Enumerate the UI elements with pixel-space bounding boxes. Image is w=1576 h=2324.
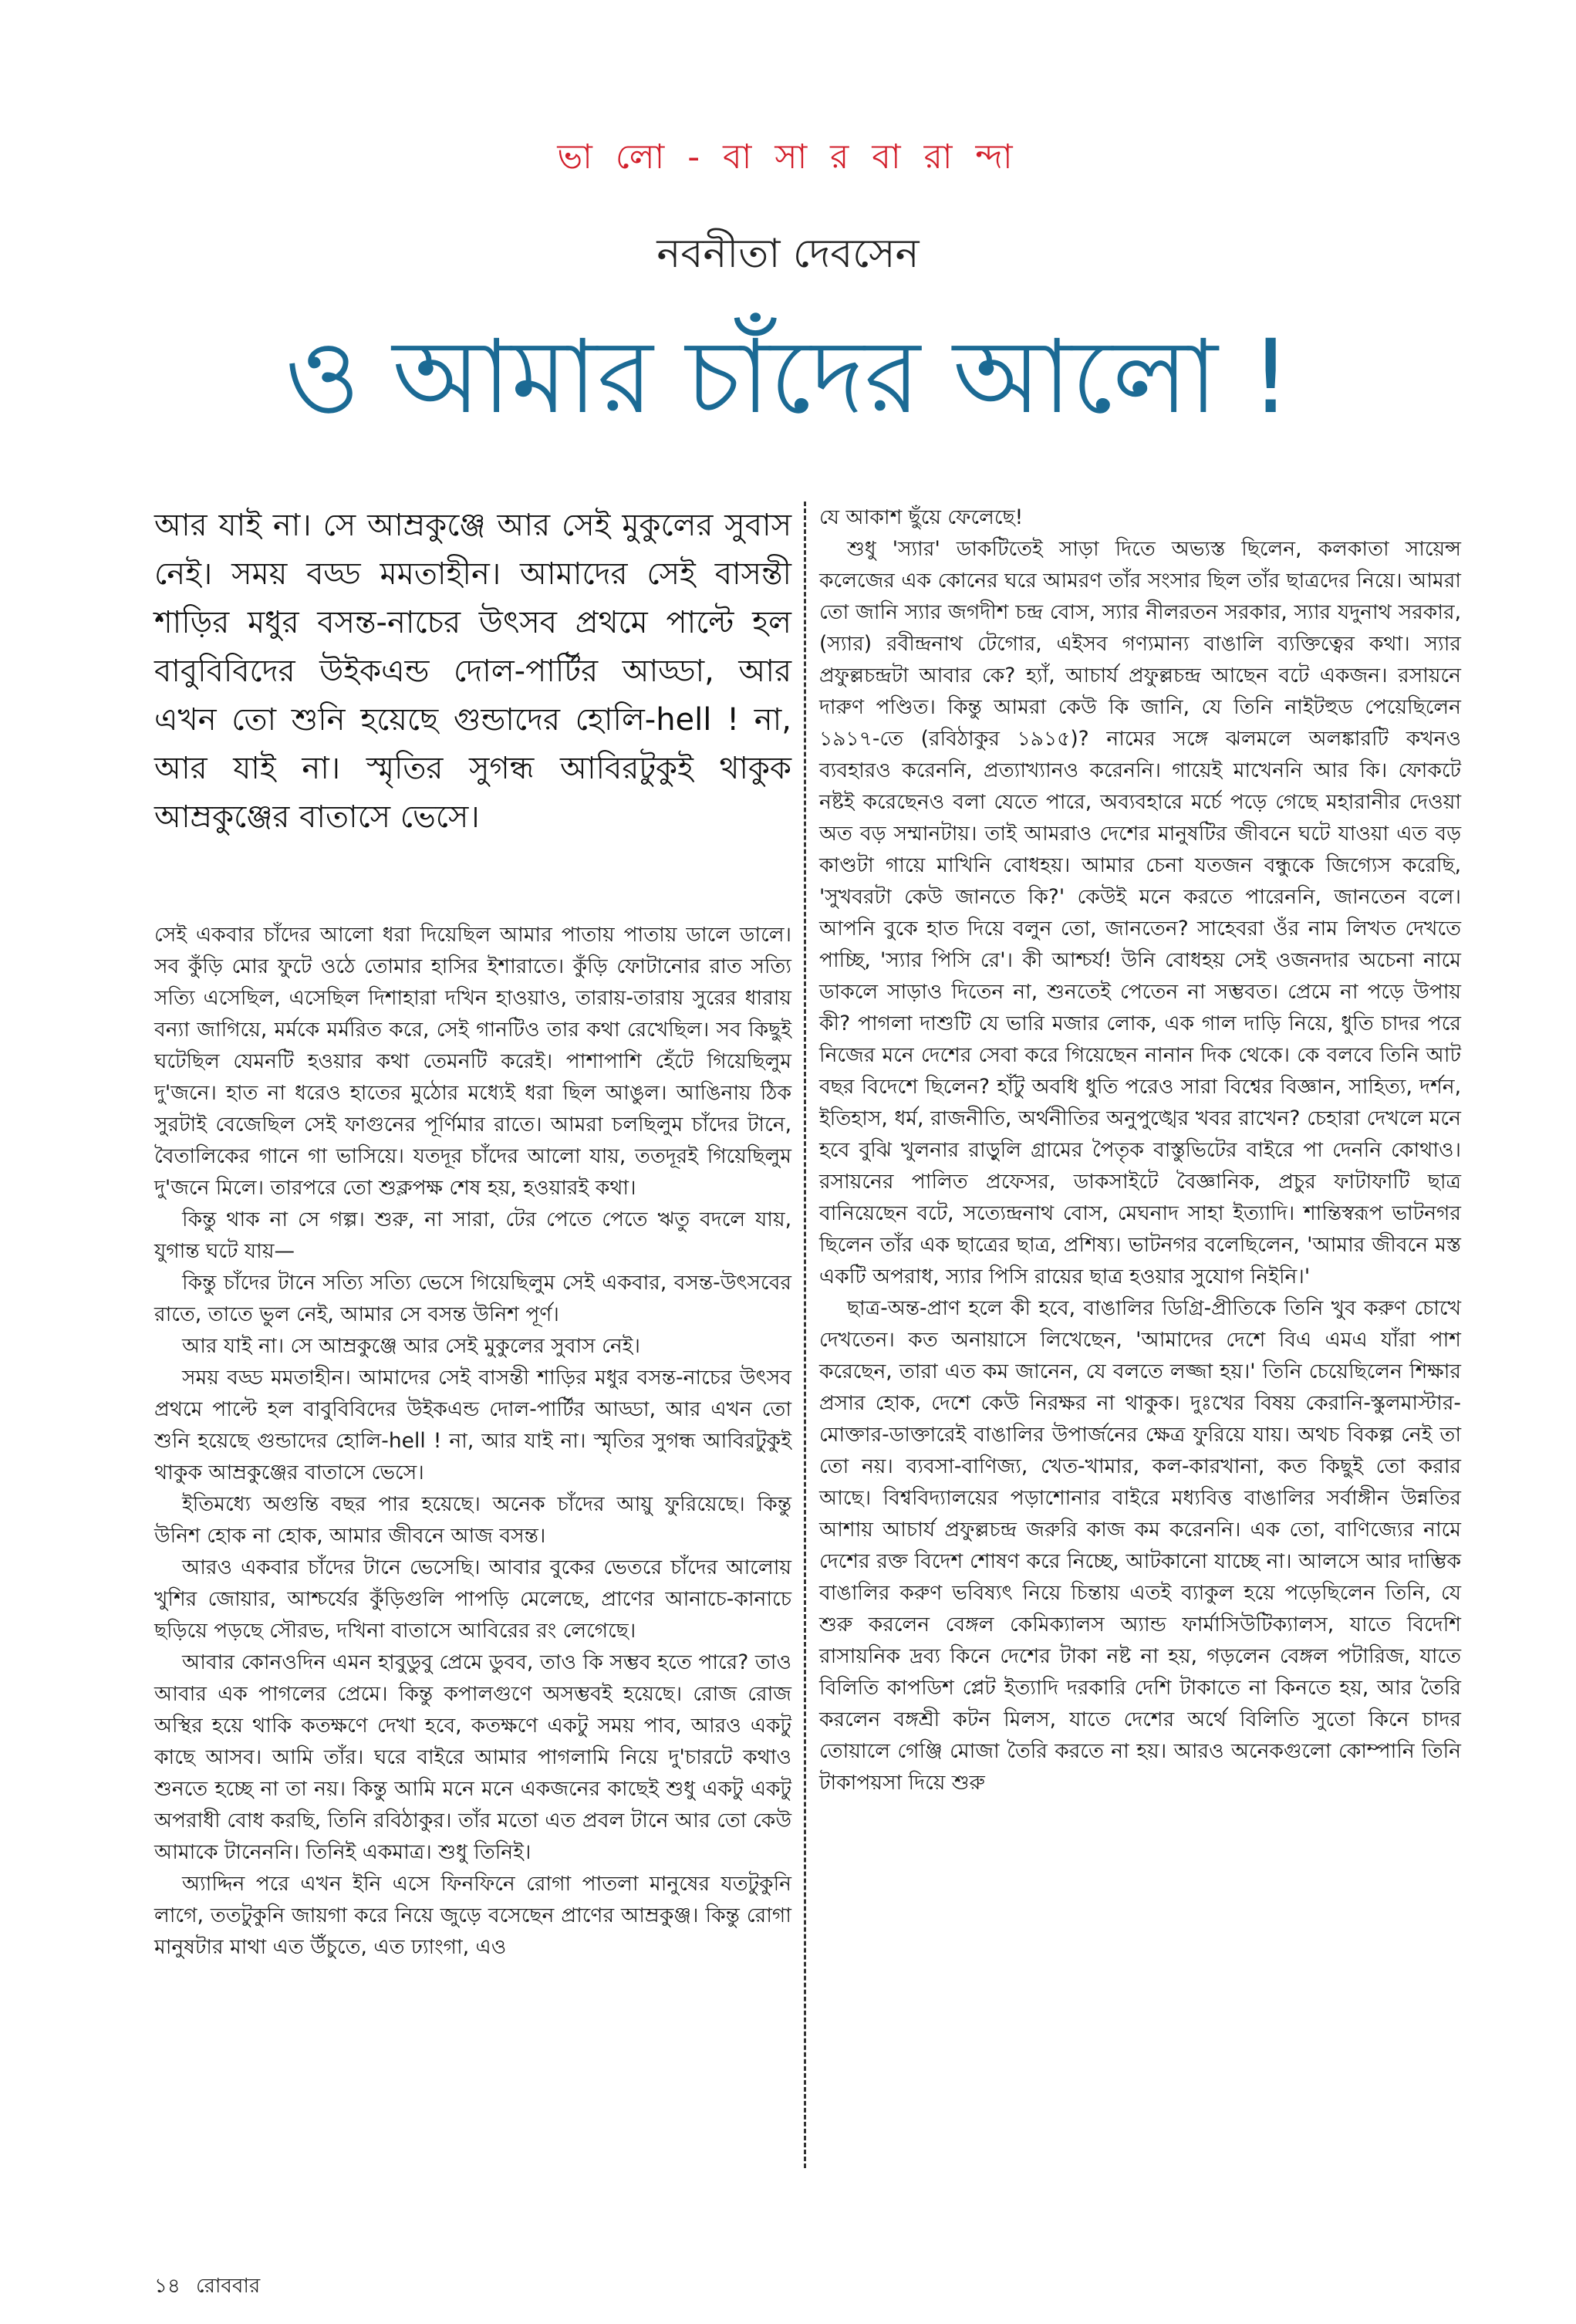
right-column xyxy=(819,502,1461,1799)
body-paragraph: ইতিমধ্যে অগুন্তি বছর পার হয়েছে। অনেক চাঁদের আয়ু ফুরিয়েছে। কিন্তু উনিশ হোক না হোক, আমার জীবনে আজ বসন্ত। xyxy=(154,1492,791,1548)
body-paragraph: ছাত্র-অন্ত-প্রাণ হলে কী হবে, বাঙালির ডিগ্রি-প্রীতিকে তিনি খুব করুণ চোখে দেখতেন। কত অনায়াসে লিখেছেন, 'আমাদের দেশে বিএ এমএ যাঁরা পাশ করেছেন, তারা এত কম জানেন, যে বলতে লজ্জা হয়।' তিনি চেয়েছিলেন শিক্ষার প্রসার হোক, দেশে কেউ নিরক্ষর না থাকুক। দুঃখের বিষয় কেরানি-স্কুলমাস্টার-মোক্তার-ডাক্তারেই বাঙালির উপার্জনের ক্ষেত্র ফুরিয়ে যায়। অথচ বিকল্প নেই তা তো নয়। ব্যবসা-বাণিজ্য, খেত-খামার, কল-কারখানা, কত কিছুই তো করার আছে। বিশ্ববিদ্যালয়ের পড়াশোনার বাইরে মধ্যবিত্ত বাঙালির সর্বাঙ্গীন উন্নতির আশায় আচার্য প্রফুল্লচন্দ্র জরুরি কাজ কম করেননি। এক তো, বাণিজ্যের নামে দেশের রক্ত বিদেশ শোষণ করে নিচ্ছে, আটকানো যাচ্ছে না। আলসে আর দাম্ভিক বাঙালির করুণ ভবিষ্যৎ নিয়ে চিন্তায় এতই ব্যাকুল হয়ে পড়েছিলেন তিনি, যে শুরু করলেন বেঙ্গল কেমিক্যালস অ্যান্ড ফার্মাসিউটিক্যালস, যাতে বিদেশি রাসায়নিক দ্রব্য কিনে দেশের টাকা নষ্ট না হয়, গড়লেন বেঙ্গল পটারিজ, যাতে বিলিতি কাপডিশ প্লেট ইত্যাদি দরকারি দেশি টাকাতে না কিনতে হয়, আর তৈরি করলেন বঙ্গশ্রী কটন মিলস, যাতে দেশের অর্থে বিলিতি সুতো কিনে চাদর তোয়ালে গেঞ্জি মোজা তৈরি করতে না হয়। আরও অনেকগুলো কোম্পানি তিনি টাকাপয়সা দিয়ে শুরু xyxy=(819,1296,1461,1795)
body-paragraph: শুধু 'স্যার' ডাকটিতেই সাড়া দিতে অভ্যস্ত ছিলেন, কলকাতা সায়েন্স কলেজের এক কোনের ঘরে আমরণ তাঁর সংসার ছিল তাঁর ছাত্রদের নিয়ে। আমরা তো জানি স্যার জগদীশ চন্দ্র বোস, স্যার নীলরতন সরকার, স্যার যদুনাথ সরকার, (স্যার) রবীন্দ্রনাথ টেগোর, এইসব গণ্যমান্য বাঙালি ব্যক্তিত্বের কথা। স্যার প্রফুল্লচন্দ্রটা আবার কে? হ্যাঁ, আচার্য প্রফুল্লচন্দ্র আছেন বটে একজন। রসায়নে দারুণ পণ্ডিত। কিন্তু আমরা কেউ কি জানি, যে তিনি নাইটহুড পেয়েছিলেন ১৯১৭-তে (রবিঠাকুর ১৯১৫)? নামের সঙ্গে ঝলমলে অলঙ্কারটি কখনও ব্যবহারও করেননি, প্রত্যাখ্যানও করেননি। গায়েই মাখেননি আর কি। ফোকটে নষ্টই করেছেনও বলা যেতে পারে, অব্যবহারে মর্চে পড়ে গেছে মহারানীর দেওয়া অত বড় সম্মানটায়। তাই আমরাও দেশের মানুষটির জীবনে ঘটে যাওয়া এত বড় কাণ্ডটা গায়ে মাখিনি বোধহয়। আমার চেনা যতজন বন্ধুকে জিগ্যেস করেছি, 'সুখবরটা কেউ জানতে কি?' কেউই মনে করতে পারেননি, জানতেন বলে। আপনি বুকে হাত দিয়ে বলুন তো, জানতেন? সাহেবরা ওঁর নাম লিখত দেখতে পাচ্ছি, 'স্যার পিসি রে'। কী আশ্চর্য! উনি বোধহয় সেই ওজনদার অচেনা নামে ডাকলে সাড়াও দিতেন না, শুনতেই পেতেন না সম্ভবত। প্রেমে না পড়ে উপায় কী? পাগলা দাশুটি যে ভারি মজার লোক, এক গাল দাড়ি নিয়ে, ধুতি চাদর পরে নিজের মনে দেশের সেবা করে গিয়েছেন নানান দিক থেকে। কে বলবে তিনি আট বছর বিদেশে ছিলেন? হাঁটু অবধি ধুতি পরেও সারা বিশ্বের বিজ্ঞান, সাহিত্য, দর্শন, ইতিহাস, ধর্ম, রাজনীতি, অর্থনীতির অনুপুঙ্খের খবর রাখেন? চেহারা দেখলে মনে হবে বুঝি খুলনার রাড়ুলি গ্রামের পৈতৃক বাস্তুভিটের বাইরে পা দেননি কোথাও। রসায়নের পালিত প্রফেসর, ডাকসাইটে বৈজ্ঞানিক, প্রচুর ফাটাফাটি ছাত্র বানিয়েছেন বটে, সত্যেন্দ্রনাথ বোস, মেঘনাদ সাহা ইত্যাদি। শান্তিস্বরূপ ভাটনগর ছিলেন তাঁর এক ছাত্রের ছাত্র, প্রশিষ্য। ভাটনগর বলেছিলেন, 'আমার জীবনে মস্ত একটি অপরাধ, স্যার পিসি রায়ের ছাত্র হওয়ার সুযোগ নিইনি।' xyxy=(819,537,1461,1289)
page-number: ১৪ xyxy=(154,2275,181,2298)
body-paragraph: অ্যাদ্দিন পরে এখন ইনি এসে ফিনফিনে রোগা পাতলা মানুষের যতটুকুনি লাগে, ততটুকুনি জায়গা করে নিয়ে জুড়ে বসেছেন প্রাণের আম্রকুঞ্জ। কিন্তু রোগা মানুষটার মাথা এত উঁচুতে, এত ঢ্যাংগা, এও xyxy=(154,1872,791,1959)
section-kicker: ভা লো - বা সা র বা রা ন্দা xyxy=(557,137,1019,177)
column-divider xyxy=(804,502,806,2168)
body-paragraph: আরও একবার চাঁদের টানে ভেসেছি। আবার বুকের ভেতরে চাঁদের আলোয় খুশির জোয়ার, আশ্চর্যের কুঁড়িগুলি পাপড়ি মেলেছে, প্রাণের আনাচে-কানাচে ছড়িয়ে পড়ছে সৌরভ, দখিনা বাতাসে আবিরের রং লেগেছে। xyxy=(154,1556,791,1643)
body-paragraph: আবার কোনওদিন এমন হাবুডুবু প্রেমে ডুবব, তাও কি সম্ভব হতে পারে? তাও আবার এক পাগলের প্রেমে। কিন্তু কপালগুণে অসম্ভবই হয়েছে। রোজ রোজ অস্থির হয়ে থাকি কতক্ষণে দেখা হবে, কতক্ষণে একটু সময় পাব, আরও একটু কাছে আসব। আমি তাঁর। ঘরে বাইরে আমার পাগলামি নিয়ে দু'চারটে কথাও শুনতে হচ্ছে না তা নয়। কিন্তু আমি মনে মনে একজনের কাছেই শুধু একটু একটু অপরাধী বোধ করছি, তিনি রবিঠাকুর। তাঁর মতো এত প্রবল টানে আর তো কেউ আমাকে টানেননি। তিনিই একমাত্র। শুধু তিনিই। xyxy=(154,1650,791,1864)
magazine-name: রোববার xyxy=(196,2275,261,2298)
body-paragraph: সেই একবার চাঁদের আলো ধরা দিয়েছিল আমার পাতায় পাতায় ডালে ডালে। সব কুঁড়ি মোর ফুটে ওঠে তোমার হাসির ইশারাতে। কুঁড়ি ফোটানোর রাত সত্যি সত্যি এসেছিল, এসেছিল দিশাহারা দখিন হাওয়াও, তারায়-তারায় সুরের ধারায় বন্যা জাগিয়ে, মর্মকে মর্মরিত করে, সেই গানটিও তার কথা রেখেছিল। সব কিছুই ঘটেছিল যেমনটি হওয়ার কথা তেমনটি করেই। পাশাপাশি হেঁটে গিয়েছিলুম দু'জনে। হাত না ধরেও হাতের মুঠোর মধ্যেই ধরা ছিল আঙুল। আঙিনায় ঠিক সুরটাই বেজেছিল সেই ফাগুনের পূর্ণিমার রাতে। আমরা চলছিলুম চাঁদের টানে, বৈতালিকের গানে গা ভাসিয়ে। যতদূর চাঁদের আলো যায়, ততদূরই গিয়েছিলুম দু'জনে মিলে। তারপরে তো শুক্লপক্ষ শেষ হয়, হওয়ারই কথা। xyxy=(154,923,791,1200)
left-body xyxy=(154,919,791,1963)
body-paragraph: যে আকাশ ছুঁয়ে ফেলেছে! xyxy=(819,505,1024,529)
page-footer xyxy=(154,2270,260,2304)
author-name: নবনীতা দেবসেন xyxy=(656,231,920,277)
body-paragraph: কিন্তু থাক না সে গল্প। শুরু, না সারা, টের পেতে পেতে ঋতু বদলে যায়, যুগান্ত ঘটে যায়— xyxy=(154,1208,791,1263)
lead-paragraph: আর যাই না। সে আম্রকুঞ্জে আর সেই মুকুলের সুবাস নেই। সময় বড্ড মমতাহীন। আমাদের সেই বাসন্তী শাড়ির মধুর বসন্ত-নাচের উৎসব প্রথমে পাল্টে হল বাবুবিবিদের উইকএন্ড দোল-পার্টির আড্ডা, আর এখন তো শুনি হয়েছে গুন্ডাদের হোলি-hell ! না, আর যাই না। স্মৃতির সুগন্ধ আবিরটুকুই থাকুক আম্রকুঞ্জের বাতাসে ভেসে। xyxy=(154,508,791,835)
body-paragraph: আর যাই না। সে আম্রকুঞ্জে আর সেই মুকুলের সুবাস নেই। xyxy=(182,1334,640,1358)
body-paragraph: সময় বড্ড মমতাহীন। আমাদের সেই বাসন্তী শাড়ির মধুর বসন্ত-নাচের উৎসব প্রথমে পাল্টে হল বাবুবিবিদের উইকএন্ড দোল-পার্টির আড্ডা, আর এখন তো শুনি হয়েছে গুন্ডাদের হোলি-hell ! না, আর যাই না। স্মৃতির সুগন্ধ আবিরটুকুই থাকুক আম্রকুঞ্জের বাতাসে ভেসে। xyxy=(154,1366,791,1485)
article-title: ও আমার চাঁদের আলো ! xyxy=(285,318,1291,437)
left-column xyxy=(154,502,791,1963)
body-paragraph: কিন্তু চাঁদের টানে সত্যি সত্যি ভেসে গিয়েছিলুম সেই একবার, বসন্ত-উৎসবের রাতে, তাতে ভুল নেই, আমার সে বসন্ত উনিশ পূর্ণ। xyxy=(154,1271,791,1326)
